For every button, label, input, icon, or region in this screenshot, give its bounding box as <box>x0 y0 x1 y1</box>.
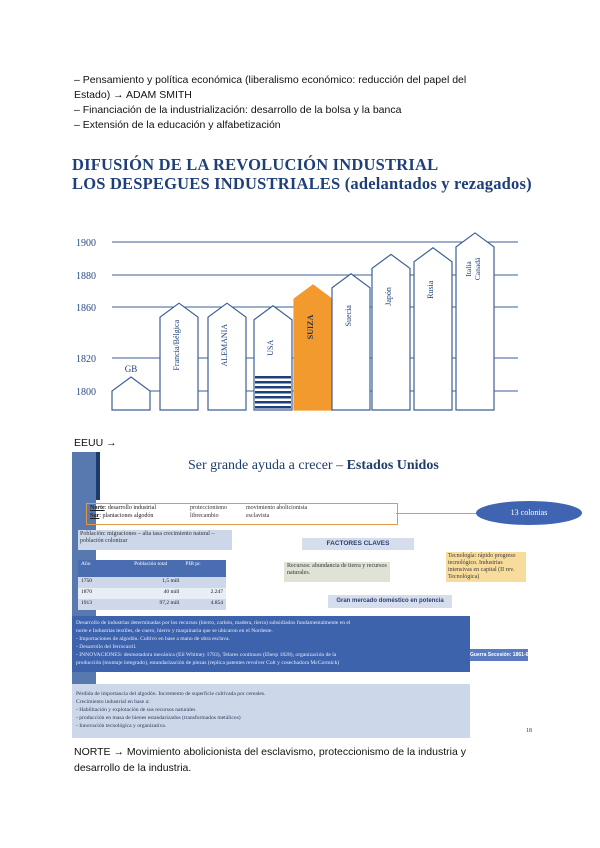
usa-stripe <box>255 391 291 394</box>
table-cell: 40 mill <box>163 589 180 595</box>
slide-title <box>188 458 439 474</box>
sur-text: : plantaciones algodón <box>99 513 154 519</box>
mercado-label: Gran mercado doméstico en potencia <box>336 598 444 604</box>
tecnologia-box: Tecnología: rápido progreso tecnológico. Industrias intensivas en capital (II rev. Tecnológica) <box>446 552 526 582</box>
usa-stripe <box>255 401 291 404</box>
sur-label: Sur <box>90 513 100 519</box>
table-cell: 4.854 <box>210 600 223 606</box>
chart-title: DIFUSIÓN DE LA REVOLUCIÓN INDUSTRIAL <box>72 155 439 174</box>
table-cell: 1,5 mill <box>162 578 180 584</box>
development-text <box>76 619 468 667</box>
usa-stripe <box>255 406 291 409</box>
country-house <box>332 274 370 410</box>
usa-stripe <box>255 376 291 379</box>
development-line: - Importaciones de algodón. Cultivo en base a mano de obra esclava. <box>76 636 230 642</box>
intro-line-2: Estado) → ADAM SMITH <box>74 89 192 101</box>
y-tick-label: 1800 <box>76 387 96 398</box>
chart-subtitle: LOS DESPEGUES INDUSTRIALES (adelantados y rezagados) <box>72 174 532 193</box>
table-header <box>78 560 226 577</box>
table-header-cell: Población total <box>134 561 168 567</box>
development-line: - Desarrollo del ferrocarril. <box>76 644 137 650</box>
country-label: GB <box>124 364 138 374</box>
table-cell <box>182 577 226 588</box>
country-label: Italia <box>464 261 473 277</box>
country-label: Suecia <box>344 305 353 327</box>
mercado-box <box>328 595 452 608</box>
table-row <box>78 588 226 599</box>
y-tick-label: 1820 <box>76 354 96 365</box>
takeoff-chart <box>0 190 600 430</box>
colonias-ellipse <box>476 501 582 525</box>
colonias-label: 13 colonias <box>510 508 548 517</box>
sur-line <box>90 513 153 520</box>
usa-stripe <box>255 386 291 389</box>
norte-label: Norte <box>90 505 105 511</box>
outro-line-2: desarrollo de la industria. <box>74 762 192 774</box>
guerra-label: Guerra Secesión: 1861-65 <box>470 652 532 658</box>
eeuu-label: EEUU → <box>74 437 117 449</box>
usa-stripe <box>255 381 291 384</box>
perdida-text <box>76 690 468 730</box>
perdida-line: Crecimiento industrial en base a: <box>76 699 150 705</box>
country-house <box>414 248 452 410</box>
factores-box <box>302 538 414 550</box>
slide-page-number: 18 <box>526 728 532 734</box>
development-line: producción (montaje integrado), estandarización de piezas (replica patentes revolver Colt y cosechadora McCormick) <box>76 660 340 666</box>
population-table <box>78 560 226 610</box>
norte-text: : desarrollo industrial <box>104 505 156 511</box>
country-label: Francia/Bélgica <box>172 319 181 371</box>
norte-line <box>90 505 156 512</box>
development-line: norte e Industrias textiles, de cuero, hierro y maquinaria que se ubicaron en el Nordeste. <box>76 628 273 634</box>
recursos-box: Recursos: abundancia de tierra y recursos naturales. <box>284 562 390 582</box>
country-label: ALEMANIA <box>220 323 229 367</box>
intro-line-1: – Pensamiento y política económica (liberalismo económico: reducción del papel del <box>74 74 467 86</box>
abolicionista-text: movimiento abolicionista <box>246 505 308 511</box>
perdida-line: - producción en masa de bienes estandarizados (transformados metálicos) <box>76 715 241 721</box>
outro-line-1: NORTE → Movimiento abolicionista del esclavismo, proteccionismo de la industria y <box>74 746 466 758</box>
country-house <box>112 377 150 410</box>
slide-title-prefix: Ser grande ayuda a crecer – <box>188 458 347 473</box>
development-line: Desarrollo de industrias determinadas por los recursos (hierro, carbón, madera, tierra) subsidiados fundamentalmente en el <box>76 620 351 626</box>
usa-stripe <box>255 396 291 399</box>
table-row <box>78 599 226 610</box>
intro-line-4: – Extensión de la educación y alfabetización <box>74 119 281 131</box>
esclavista-text: esclavista <box>246 513 270 519</box>
intro-line-3: – Financiación de la industrialización: desarrollo de la bolsa y la banca <box>74 104 402 116</box>
slide-title-bold: Estados Unidos <box>346 458 439 473</box>
country-label: Rusia <box>426 280 435 299</box>
country-house <box>294 285 332 410</box>
guerra-box <box>470 649 532 661</box>
table-cell: 97,2 mill <box>159 600 180 606</box>
y-tick-label: 1860 <box>76 303 96 314</box>
country-house <box>254 306 292 410</box>
slide-sidebar-accent <box>96 452 100 500</box>
table-cell: 1870 <box>81 589 92 595</box>
development-line: - INNOVACIONES: desmotadora mecánica (Eli Whitney 1793), Telares continuos (Eberp 1828), organización de la <box>76 652 337 658</box>
table-header-cell: Año <box>81 561 91 567</box>
perdida-line: - Habilitación y explotación de sus recursos naturales <box>76 707 196 713</box>
perdida-line: - Innovación tecnológica y organizativa. <box>76 723 167 729</box>
table-cell: 1913 <box>81 600 92 606</box>
country-house <box>372 254 410 410</box>
factores-label: FACTORES CLAVES <box>326 540 390 547</box>
poblacion-box: Población: migraciones – alta tasa crecimiento natural – población colonizar <box>78 530 232 550</box>
colonias-line <box>396 513 476 514</box>
y-tick-label: 1900 <box>76 238 96 249</box>
proteccionismo-text: proteccionismo <box>190 505 227 511</box>
librecambio-text: librecambio <box>190 513 219 519</box>
country-label: USA <box>266 339 275 356</box>
country-label: SUIZA <box>306 314 315 340</box>
table-row <box>78 577 226 588</box>
table-header-cell: PIB pc <box>185 561 201 567</box>
country-label: Canadá <box>473 257 482 281</box>
perdida-line: Pérdida de importancia del algodón. Incremento de superficie cultivada por cereales. <box>76 691 266 697</box>
table-cell: 2.247 <box>210 589 223 595</box>
country-label: Japón <box>384 287 393 306</box>
us-slide <box>72 452 548 738</box>
table-cell: 1750 <box>81 578 92 584</box>
y-tick-label: 1880 <box>76 271 96 282</box>
